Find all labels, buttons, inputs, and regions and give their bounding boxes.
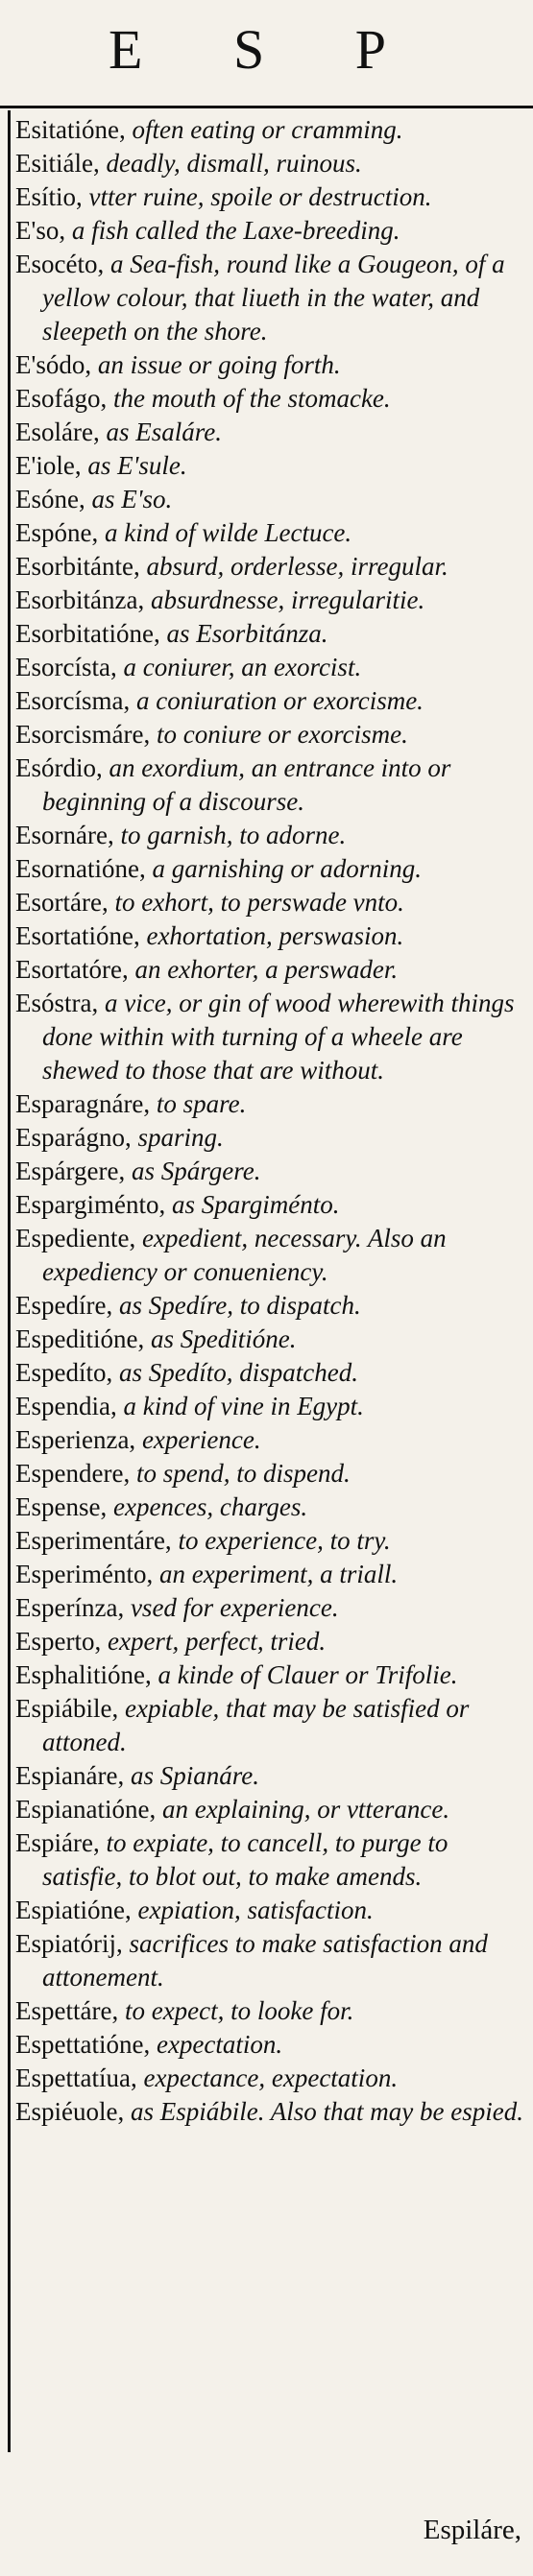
headword: Espendere, xyxy=(15,1459,131,1488)
headword: Espendia, xyxy=(15,1392,117,1420)
dictionary-entry xyxy=(15,1423,524,1457)
dictionary-entry xyxy=(15,550,524,584)
headword: Esortatóre, xyxy=(15,955,129,984)
dictionary-entry xyxy=(15,1524,524,1558)
dictionary-entry xyxy=(15,651,524,684)
headword: Esperínza, xyxy=(15,1593,125,1622)
dictionary-entry xyxy=(15,1390,524,1423)
headword: Esortatióne, xyxy=(15,921,140,950)
definition: an exordium, an entrance into or beginning of a discourse. xyxy=(42,753,451,816)
headword: Espianáre, xyxy=(15,1761,125,1790)
definition: experience. xyxy=(135,1425,261,1454)
dictionary-entry xyxy=(15,2062,524,2095)
definition: the mouth of the stomacke. xyxy=(107,384,391,413)
headword: Esornatióne, xyxy=(15,854,146,883)
dictionary-entry xyxy=(15,449,524,483)
headword: Esórdio, xyxy=(15,753,103,782)
definition: vsed for experience. xyxy=(124,1593,339,1622)
definition: expedient, necessary. Also an expediency or conueniency. xyxy=(42,1224,447,1286)
definition: an exhorter, a perswader. xyxy=(128,955,399,984)
definition: sacrifices to make satisfaction and attonement. xyxy=(42,1929,488,1992)
column-rule xyxy=(8,110,11,2452)
dictionary-entry xyxy=(15,2028,524,2062)
dictionary-entry xyxy=(15,113,524,147)
dictionary-entry xyxy=(15,147,524,180)
dictionary-entry xyxy=(15,1222,524,1289)
dictionary-entry xyxy=(15,751,524,819)
definition: a fish called the Laxe-breeding. xyxy=(65,216,400,245)
headword: Esornáre, xyxy=(15,821,114,849)
definition: an issue or going forth. xyxy=(91,350,341,379)
headword: Esoláre, xyxy=(15,417,100,446)
dictionary-entry xyxy=(15,382,524,416)
dictionary-entry xyxy=(15,1591,524,1625)
headword: Espeditióne, xyxy=(15,1324,145,1353)
dictionary-entry xyxy=(15,584,524,617)
dictionary-entry xyxy=(15,819,524,852)
dictionary-entry xyxy=(15,852,524,886)
dictionary-entry xyxy=(15,718,524,751)
dictionary-entry xyxy=(15,483,524,516)
headword: Espiábile, xyxy=(15,1694,119,1723)
dictionary-entry xyxy=(15,180,524,214)
dictionary-entry xyxy=(15,214,524,248)
definition: as Espiábile. Also that may be espied. xyxy=(124,2097,523,2126)
definition: a Sea-fish, round like a Gougeon, of a yellow colour, that liueth in the water, and sleepeth on the shore. xyxy=(42,250,505,346)
dictionary-entry xyxy=(15,1994,524,2028)
dictionary-entry xyxy=(15,1692,524,1759)
dictionary-entry xyxy=(15,1759,524,1793)
headword: Esparágno, xyxy=(15,1123,132,1152)
catchword: Espiláre, xyxy=(423,2515,521,2545)
headword: Espárgere, xyxy=(15,1157,126,1185)
dictionary-entry xyxy=(15,1323,524,1356)
definition: to exhort, to perswade vnto. xyxy=(108,888,404,917)
dictionary-entry xyxy=(15,1793,524,1826)
headword: Espóne, xyxy=(15,518,99,547)
definition: to coniure or exorcisme. xyxy=(150,720,408,749)
headword: Esitatióne, xyxy=(15,115,126,144)
page-header xyxy=(0,0,533,108)
definition: a kinde of Clauer or Trifolie. xyxy=(151,1660,458,1689)
definition: to garnish, to adorne. xyxy=(113,821,347,849)
definition: a kind of vine in Egypt. xyxy=(116,1392,364,1420)
definition: expences, charges. xyxy=(107,1492,308,1521)
dictionary-entry xyxy=(15,1188,524,1222)
definition: to expiate, to cancell, to purge to satisfie, to blot out, to make amends. xyxy=(42,1828,448,1891)
dictionary-entry xyxy=(15,1087,524,1121)
dictionary-entry xyxy=(15,248,524,348)
definition: vtter ruine, spoile or destruction. xyxy=(82,182,432,211)
definition: as Speditióne. xyxy=(144,1324,297,1353)
entry-list xyxy=(15,113,524,2129)
headword: Espediente, xyxy=(15,1224,136,1252)
dictionary-entry xyxy=(15,684,524,718)
headword: Esofágo, xyxy=(15,384,108,413)
headword: Espettáre, xyxy=(15,1996,119,2025)
running-head: E S P xyxy=(109,18,424,81)
headword: Esperienza, xyxy=(15,1425,136,1454)
headword: E'so, xyxy=(15,216,66,245)
dictionary-entry xyxy=(15,987,524,1087)
headword: Espettatíua, xyxy=(15,2063,137,2092)
definition: expiation, satisfaction. xyxy=(131,1896,374,1924)
definition: as Spianáre. xyxy=(124,1761,259,1790)
dictionary-entry xyxy=(15,1491,524,1524)
definition: a kind of wilde Lectuce. xyxy=(98,518,352,547)
dictionary-entry xyxy=(15,1289,524,1323)
dictionary-entry xyxy=(15,1155,524,1188)
definition: expectation. xyxy=(150,2030,283,2059)
definition: a garnishing or adorning. xyxy=(145,854,423,883)
definition: absurd, orderlesse, irregular. xyxy=(139,552,448,581)
definition: absurdnesse, irregularitie. xyxy=(144,585,425,614)
dictionary-entry xyxy=(15,1625,524,1658)
definition: expectance, expectation. xyxy=(136,2063,399,2092)
definition: to expect, to looke for. xyxy=(118,1996,354,2025)
headword: Esitiále, xyxy=(15,149,100,178)
definition: expiable, that may be satisfied or attoned. xyxy=(42,1694,470,1756)
headword: Espianatióne, xyxy=(15,1795,157,1824)
headword: Espiáre, xyxy=(15,1828,100,1857)
headword: Esóne, xyxy=(15,485,85,513)
headword: Esorbitánza, xyxy=(15,585,145,614)
definition: a coniuration or exorcisme. xyxy=(130,686,424,715)
headword: Esortáre, xyxy=(15,888,109,917)
dictionary-entry xyxy=(15,2095,524,2129)
headword: Esperimentáre, xyxy=(15,1526,172,1555)
headword: Espettatióne, xyxy=(15,2030,151,2059)
headword: Esorbitánte, xyxy=(15,552,140,581)
definition: to spare. xyxy=(150,1089,247,1118)
headword: Espargiménto, xyxy=(15,1190,166,1219)
definition: deadly, dismall, ruinous. xyxy=(99,149,362,178)
definition: as Spargiménto. xyxy=(165,1190,340,1219)
definition: to experience, to try. xyxy=(171,1526,391,1555)
headword: Esperiménto, xyxy=(15,1560,154,1588)
headword: Esorcísma, xyxy=(15,686,131,715)
dictionary-entry xyxy=(15,416,524,449)
definition: expert, perfect, tried. xyxy=(101,1627,327,1656)
definition: often eating or cramming. xyxy=(125,115,403,144)
headword: Espedíre, xyxy=(15,1291,113,1320)
headword: Esphalitióne, xyxy=(15,1660,152,1689)
dictionary-entry xyxy=(15,1121,524,1155)
headword: Esparagnáre, xyxy=(15,1089,151,1118)
dictionary-entry xyxy=(15,1457,524,1491)
dictionary-entry xyxy=(15,516,524,550)
headword: Esítio, xyxy=(15,182,83,211)
definition: exhortation, perswasion. xyxy=(139,921,404,950)
headword: Espedíto, xyxy=(15,1358,113,1387)
dictionary-entry xyxy=(15,1894,524,1927)
dictionary-entry xyxy=(15,886,524,919)
definition: a coniurer, an exorcist. xyxy=(116,653,362,681)
definition: an experiment, a triall. xyxy=(153,1560,399,1588)
headword: Esocéto, xyxy=(15,250,105,278)
headword: Esorcismáre, xyxy=(15,720,151,749)
headword: Espiéuole, xyxy=(15,2097,125,2126)
headword: E'sódo, xyxy=(15,350,92,379)
headword: Espiatióne, xyxy=(15,1896,132,1924)
dictionary-entry xyxy=(15,1558,524,1591)
dictionary-entry xyxy=(15,1356,524,1390)
dictionary-entry xyxy=(15,1826,524,1894)
headword: Esorcísta, xyxy=(15,653,117,681)
definition: sparing. xyxy=(131,1123,224,1152)
headword: Espiatórij, xyxy=(15,1929,123,1958)
headword: E'iole, xyxy=(15,451,82,480)
definition: as Spárgere. xyxy=(125,1157,261,1185)
headword: Esperto, xyxy=(15,1627,102,1656)
definition: an explaining, or vtterance. xyxy=(156,1795,450,1824)
dictionary-entry xyxy=(15,348,524,382)
definition: as Esorbitánza. xyxy=(159,619,328,648)
headword: Esorbitatióne, xyxy=(15,619,160,648)
dictionary-entry xyxy=(15,1658,524,1692)
definition: as Spedíto, dispatched. xyxy=(112,1358,358,1387)
definition: a vice, or gin of wood wherewith things done within with turning of a wheele are shewed to those that are without. xyxy=(42,989,515,1085)
dictionary-entry xyxy=(15,617,524,651)
definition: as Spedíre, to dispatch. xyxy=(112,1291,361,1320)
definition: to spend, to dispend. xyxy=(130,1459,351,1488)
dictionary-entry xyxy=(15,919,524,953)
headword: Espense, xyxy=(15,1492,108,1521)
headword: Esóstra, xyxy=(15,989,99,1017)
dictionary-entry xyxy=(15,1927,524,1994)
definition: as Esaláre. xyxy=(99,417,222,446)
dictionary-entry xyxy=(15,953,524,987)
definition: as E'sule. xyxy=(81,451,187,480)
definition: as E'so. xyxy=(85,485,173,513)
